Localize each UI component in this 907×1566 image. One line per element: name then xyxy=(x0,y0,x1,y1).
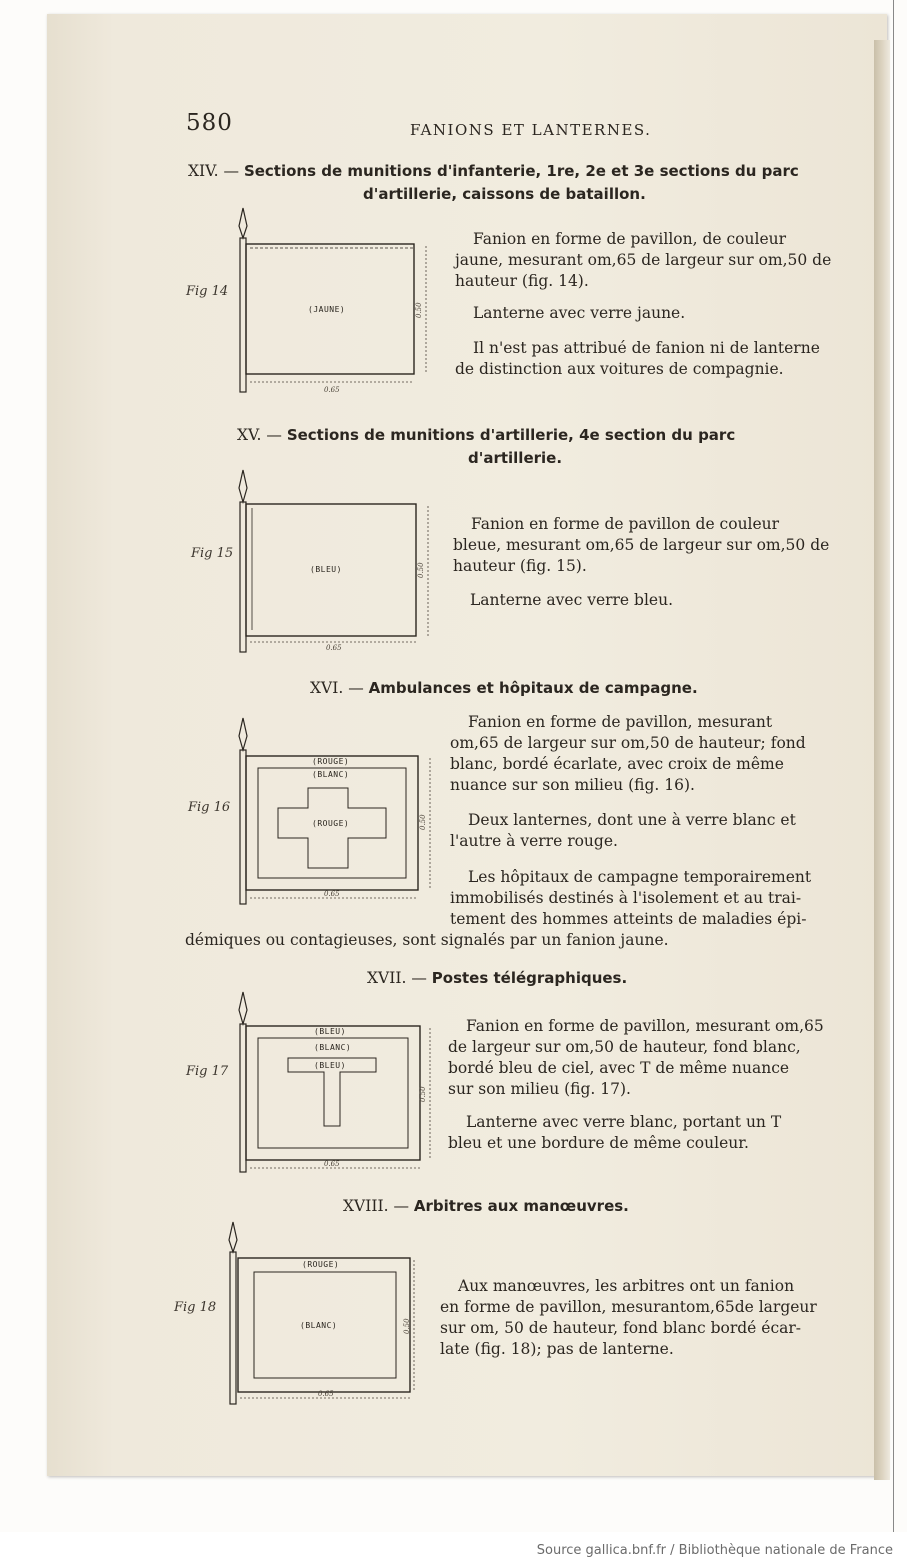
width-dimension: 0.65 xyxy=(324,386,340,394)
flag-figure-14 xyxy=(236,208,436,398)
flag-figure-17 xyxy=(236,992,436,1182)
paragraph-xvi-3: Les hôpitaux de campagne temporairement immobilisés destinés à l'isolement et au trai- tement des hommes atteints de maladies épi- xyxy=(450,868,812,928)
figure-label-18: Fig 18 xyxy=(174,1300,217,1315)
width-dimension: 0.65 xyxy=(324,1160,340,1168)
section-heading-xvii: XVII. — Postes télégraphiques. xyxy=(367,969,628,987)
section-heading-xiv: XIV. — Sections de munitions d'infanterie, 1re, 2e et 3e sections du parc xyxy=(188,162,799,180)
height-dimension: 0.50 xyxy=(419,814,427,830)
flag-label-bleu: (BLEU) xyxy=(310,565,342,574)
page-number: 580 xyxy=(186,110,233,136)
section-heading-xv: XV. — Sections de munitions d'artillerie, 4e section du parc xyxy=(237,426,736,444)
paragraph-xv-1: Fanion en forme de pavillon de couleur bleue, mesurant om,65 de largeur sur om,50 de hauteur (fig. 15). xyxy=(453,515,830,575)
paragraph-xvii-1: Fanion en forme de pavillon, mesurant om,65 de largeur sur om,50 de hauteur, fond blanc, bordé bleu de ciel, avec T de même nuance sur son milieu (fig. 17). xyxy=(448,1017,824,1098)
section-heading-xv-line2: d'artillerie. xyxy=(468,449,563,467)
flag-figure-16 xyxy=(236,718,436,908)
paragraph-xv-2: Lanterne avec verre bleu. xyxy=(470,591,673,609)
paragraph-xviii-1: Aux manœuvres, les arbitres ont un fanion en forme de pavillon, mesurantom,65de largeur sur om, 50 de hauteur, fond blanc bordé écar- late (fig. 18); pas de lanterne. xyxy=(440,1277,817,1358)
width-dimension: 0.65 xyxy=(326,644,342,652)
flag-figure-18 xyxy=(226,1222,431,1412)
page-fore-edge xyxy=(874,40,890,1480)
figure-label-17: Fig 17 xyxy=(186,1064,229,1079)
running-title: FANIONS ET LANTERNES. xyxy=(410,121,652,139)
paragraph-xvi-1: Fanion en forme de pavillon, mesurant om,65 de largeur sur om,50 de hauteur; fond blanc, bordé écarlate, avec croix de même nuance sur son milieu (fig. 16). xyxy=(450,713,806,794)
flag-label-border: (ROUGE) xyxy=(312,757,350,766)
paragraph-xiv-2: Lanterne avec verre jaune. xyxy=(473,304,686,322)
height-dimension: 0.50 xyxy=(419,1086,427,1102)
flag-label-border: (BLEU) xyxy=(314,1027,346,1036)
flag-label-field: (BLANC) xyxy=(300,1321,338,1330)
height-dimension: 0.50 xyxy=(417,562,425,578)
width-dimension: 0.65 xyxy=(318,1390,334,1398)
figure-label-14: Fig 14 xyxy=(186,284,229,299)
paragraph-xvi-3-last-line: démiques ou contagieuses, sont signalés par un fanion jaune. xyxy=(185,931,669,949)
scan-edge-line xyxy=(893,0,894,1532)
section-heading-xviii: XVIII. — Arbitres aux manœuvres. xyxy=(343,1197,629,1215)
width-dimension: 0.65 xyxy=(324,890,340,898)
flag-figure-15 xyxy=(236,470,436,660)
section-title-line1: Sections de munitions d'infanterie, 1re, 2e et 3e sections du parc xyxy=(243,162,799,180)
flag-label-cross: (ROUGE) xyxy=(312,819,350,828)
paragraph-xiv-3: Il n'est pas attribué de fanion ni de lanterne de distinction aux voitures de compagnie. xyxy=(455,339,820,378)
paragraph-xvii-2: Lanterne avec verre blanc, portant un T bleu et une bordure de même couleur. xyxy=(448,1113,782,1152)
paragraph-xiv-1: Fanion en forme de pavillon, de couleur jaune, mesurant om,65 de largeur sur om,50 de hauteur (fig. 14). xyxy=(455,230,832,290)
flag-label-field: (BLANC) xyxy=(312,770,350,779)
section-heading-xvi: XVI. — Ambulances et hôpitaux de campagne. xyxy=(310,679,698,697)
paragraph-xvi-2: Deux lanternes, dont une à verre blanc et l'autre à verre rouge. xyxy=(450,811,796,850)
flag-label-jaune: (JAUNE) xyxy=(308,305,346,314)
figure-label-15: Fig 15 xyxy=(191,546,234,561)
flag-label-field: (BLANC) xyxy=(314,1043,352,1052)
height-dimension: 0.50 xyxy=(403,1318,411,1334)
section-heading-xiv-line2: d'artillerie, caissons de bataillon. xyxy=(363,185,646,203)
flag-label-border: (ROUGE) xyxy=(302,1260,340,1269)
flag-label-t: (BLEU) xyxy=(314,1061,346,1070)
figure-label-16: Fig 16 xyxy=(188,800,231,815)
height-dimension: 0.50 xyxy=(415,302,423,318)
source-credit: Source gallica.bnf.fr / Bibliothèque nationale de France xyxy=(536,1543,893,1558)
